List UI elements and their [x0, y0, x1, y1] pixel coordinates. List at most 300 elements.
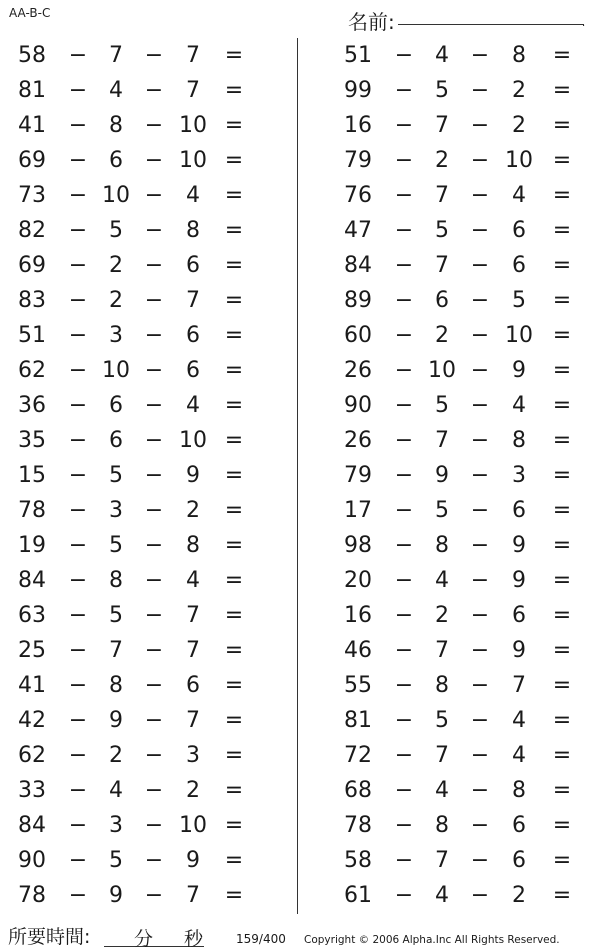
subtrahend-2: 3: [512, 463, 526, 488]
minuend: 69: [18, 148, 46, 173]
minus-sign: −: [68, 463, 88, 488]
minus-sign: −: [394, 148, 414, 173]
equals-sign: =: [552, 218, 572, 243]
equals-sign: =: [224, 113, 244, 138]
minus-sign: −: [470, 603, 490, 628]
equals-sign: =: [224, 218, 244, 243]
equals-sign: =: [224, 43, 244, 68]
minus-sign: −: [144, 358, 164, 383]
minus-sign: −: [470, 883, 490, 908]
subtrahend-1: 9: [109, 883, 123, 908]
minus-sign: −: [68, 813, 88, 838]
minus-sign: −: [144, 43, 164, 68]
minus-sign: −: [144, 778, 164, 803]
problem-row: [0, 598, 270, 633]
problem-row: [326, 528, 596, 563]
minuend: 98: [344, 533, 372, 558]
subtrahend-2: 6: [512, 253, 526, 278]
minus-sign: −: [394, 673, 414, 698]
equals-sign: =: [224, 148, 244, 173]
equals-sign: =: [224, 743, 244, 768]
minus-sign: −: [394, 78, 414, 103]
subtrahend-1: 3: [109, 323, 123, 348]
minus-sign: −: [394, 498, 414, 523]
minus-sign: −: [470, 288, 490, 313]
subtrahend-2: 4: [512, 183, 526, 208]
minus-sign: −: [394, 883, 414, 908]
subtrahend-2: 9: [186, 463, 200, 488]
equals-sign: =: [224, 603, 244, 628]
subtrahend-2: 10: [179, 113, 207, 138]
equals-sign: =: [552, 393, 572, 418]
minuend: 36: [18, 393, 46, 418]
minuend: 81: [18, 78, 46, 103]
subtrahend-1: 7: [435, 183, 449, 208]
minus-sign: −: [68, 113, 88, 138]
problem-row: [326, 73, 596, 108]
minuend: 79: [344, 463, 372, 488]
minus-sign: −: [470, 218, 490, 243]
minus-sign: −: [470, 848, 490, 873]
subtrahend-2: 6: [512, 498, 526, 523]
minus-sign: −: [144, 813, 164, 838]
subtrahend-2: 2: [512, 883, 526, 908]
minus-sign: −: [394, 183, 414, 208]
minuend: 63: [18, 603, 46, 628]
minus-sign: −: [144, 323, 164, 348]
problem-row: [326, 563, 596, 598]
minus-sign: −: [470, 43, 490, 68]
equals-sign: =: [224, 638, 244, 663]
minus-sign: −: [144, 78, 164, 103]
equals-sign: =: [224, 288, 244, 313]
problem-row: [0, 843, 270, 878]
minuend: 58: [344, 848, 372, 873]
minus-sign: −: [144, 743, 164, 768]
minus-sign: −: [394, 43, 414, 68]
problem-row: [0, 213, 270, 248]
minus-sign: −: [68, 673, 88, 698]
equals-sign: =: [224, 533, 244, 558]
subtrahend-1: 5: [109, 218, 123, 243]
problem-row: [326, 808, 596, 843]
subtrahend-2: 2: [186, 498, 200, 523]
minus-sign: −: [394, 113, 414, 138]
seconds-unit: 秒: [184, 928, 204, 950]
subtrahend-1: 8: [435, 533, 449, 558]
minus-sign: −: [144, 638, 164, 663]
minus-sign: −: [394, 708, 414, 733]
minus-sign: −: [144, 708, 164, 733]
subtrahend-2: 10: [179, 148, 207, 173]
minus-sign: −: [144, 498, 164, 523]
minus-sign: −: [394, 253, 414, 278]
minuend: 84: [18, 568, 46, 593]
problem-row: [326, 423, 596, 458]
equals-sign: =: [552, 743, 572, 768]
column-divider: [297, 38, 298, 914]
minuend: 16: [344, 113, 372, 138]
equals-sign: =: [224, 778, 244, 803]
subtrahend-1: 6: [435, 288, 449, 313]
equals-sign: =: [224, 323, 244, 348]
minus-sign: −: [470, 708, 490, 733]
minuend: 82: [18, 218, 46, 243]
minus-sign: −: [470, 113, 490, 138]
minuend: 79: [344, 148, 372, 173]
minuend: 78: [18, 498, 46, 523]
problem-row: [0, 318, 270, 353]
subtrahend-2: 10: [505, 323, 533, 348]
subtrahend-2: 7: [186, 603, 200, 628]
subtrahend-1: 7: [435, 428, 449, 453]
equals-sign: =: [552, 253, 572, 278]
subtrahend-2: 8: [512, 778, 526, 803]
subtrahend-2: 8: [512, 428, 526, 453]
right-problem-column: [326, 38, 596, 913]
subtrahend-2: 9: [512, 568, 526, 593]
subtrahend-1: 6: [109, 148, 123, 173]
minuend: 47: [344, 218, 372, 243]
problem-row: [326, 668, 596, 703]
minuend: 76: [344, 183, 372, 208]
minus-sign: −: [68, 638, 88, 663]
subtrahend-2: 6: [186, 253, 200, 278]
equals-sign: =: [224, 183, 244, 208]
equals-sign: =: [552, 148, 572, 173]
equals-sign: =: [224, 463, 244, 488]
minus-sign: −: [68, 883, 88, 908]
minus-sign: −: [68, 708, 88, 733]
subtrahend-1: 7: [109, 638, 123, 663]
problem-row: [326, 493, 596, 528]
minus-sign: −: [470, 358, 490, 383]
subtrahend-2: 6: [186, 673, 200, 698]
minus-sign: −: [68, 848, 88, 873]
minus-sign: −: [144, 673, 164, 698]
subtrahend-2: 6: [186, 358, 200, 383]
minuend: 15: [18, 463, 46, 488]
problem-row: [326, 38, 596, 73]
minus-sign: −: [144, 253, 164, 278]
minus-sign: −: [470, 183, 490, 208]
subtrahend-1: 7: [435, 113, 449, 138]
equals-sign: =: [224, 78, 244, 103]
subtrahend-2: 8: [186, 533, 200, 558]
minus-sign: −: [68, 288, 88, 313]
minus-sign: −: [144, 428, 164, 453]
equals-sign: =: [224, 253, 244, 278]
minus-sign: −: [394, 218, 414, 243]
subtrahend-2: 7: [186, 43, 200, 68]
minuend: 73: [18, 183, 46, 208]
problem-row: [326, 773, 596, 808]
problem-row: [0, 878, 270, 913]
subtrahend-2: 7: [186, 708, 200, 733]
minuend: 42: [18, 708, 46, 733]
equals-sign: =: [552, 708, 572, 733]
subtrahend-2: 6: [512, 848, 526, 873]
minus-sign: −: [394, 463, 414, 488]
minuend: 46: [344, 638, 372, 663]
equals-sign: =: [224, 498, 244, 523]
minuend: 90: [18, 848, 46, 873]
subtrahend-2: 2: [186, 778, 200, 803]
name-label: 名前:: [348, 10, 395, 34]
equals-sign: =: [552, 288, 572, 313]
equals-sign: =: [224, 883, 244, 908]
left-problem-column: [0, 38, 270, 913]
minuend: 81: [344, 708, 372, 733]
equals-sign: =: [224, 428, 244, 453]
subtrahend-2: 7: [186, 288, 200, 313]
equals-sign: =: [224, 848, 244, 873]
subtrahend-1: 3: [109, 813, 123, 838]
subtrahend-1: 8: [435, 813, 449, 838]
minus-sign: −: [144, 148, 164, 173]
problem-row: [0, 773, 270, 808]
minus-sign: −: [144, 113, 164, 138]
minus-sign: −: [470, 428, 490, 453]
subtrahend-1: 2: [109, 288, 123, 313]
minuend: 61: [344, 883, 372, 908]
subtrahend-1: 7: [435, 253, 449, 278]
minuend: 16: [344, 603, 372, 628]
subtrahend-1: 6: [109, 393, 123, 418]
equals-sign: =: [552, 638, 572, 663]
equals-sign: =: [224, 393, 244, 418]
minus-sign: −: [68, 323, 88, 348]
minus-sign: −: [68, 148, 88, 173]
minus-sign: −: [68, 393, 88, 418]
subtrahend-1: 5: [435, 78, 449, 103]
minus-sign: −: [470, 463, 490, 488]
subtrahend-2: 3: [186, 743, 200, 768]
problem-row: [326, 458, 596, 493]
minus-sign: −: [144, 568, 164, 593]
subtrahend-1: 4: [435, 43, 449, 68]
subtrahend-1: 4: [109, 778, 123, 803]
minus-sign: −: [470, 393, 490, 418]
minus-sign: −: [394, 533, 414, 558]
equals-sign: =: [552, 358, 572, 383]
subtrahend-2: 5: [512, 288, 526, 313]
problem-row: [0, 388, 270, 423]
minus-sign: −: [68, 743, 88, 768]
problem-row: [326, 633, 596, 668]
minus-sign: −: [394, 393, 414, 418]
equals-sign: =: [224, 673, 244, 698]
subtrahend-2: 8: [186, 218, 200, 243]
minus-sign: −: [144, 533, 164, 558]
problem-row: [326, 703, 596, 738]
subtrahend-1: 9: [435, 463, 449, 488]
problem-row: [326, 178, 596, 213]
minuend: 99: [344, 78, 372, 103]
minuend: 84: [344, 253, 372, 278]
minus-sign: −: [68, 358, 88, 383]
subtrahend-1: 5: [109, 848, 123, 873]
minus-sign: −: [470, 638, 490, 663]
subtrahend-1: 5: [109, 463, 123, 488]
minus-sign: −: [144, 883, 164, 908]
subtrahend-1: 5: [435, 393, 449, 418]
subtrahend-2: 7: [512, 673, 526, 698]
subtrahend-1: 8: [109, 673, 123, 698]
problem-row: [326, 108, 596, 143]
minus-sign: −: [470, 253, 490, 278]
name-line-dot: .: [582, 18, 586, 29]
minuend: 84: [18, 813, 46, 838]
subtrahend-2: 7: [186, 638, 200, 663]
minus-sign: −: [394, 778, 414, 803]
minus-sign: −: [470, 533, 490, 558]
problem-row: [326, 283, 596, 318]
minuend: 89: [344, 288, 372, 313]
minus-sign: −: [144, 848, 164, 873]
subtrahend-2: 4: [186, 183, 200, 208]
problem-row: [0, 738, 270, 773]
minuend: 26: [344, 358, 372, 383]
subtrahend-1: 8: [109, 568, 123, 593]
minuend: 41: [18, 673, 46, 698]
subtrahend-2: 4: [512, 743, 526, 768]
time-taken-label: 所要時間:: [8, 926, 91, 948]
problem-row: [0, 73, 270, 108]
minuend: 90: [344, 393, 372, 418]
problem-row: [0, 423, 270, 458]
minus-sign: −: [68, 43, 88, 68]
minus-sign: −: [470, 743, 490, 768]
subtrahend-2: 2: [512, 78, 526, 103]
minuend: 60: [344, 323, 372, 348]
minutes-unit: 分: [134, 928, 154, 950]
equals-sign: =: [552, 778, 572, 803]
minuend: 72: [344, 743, 372, 768]
problem-row: [0, 248, 270, 283]
minus-sign: −: [394, 638, 414, 663]
subtrahend-1: 10: [102, 183, 130, 208]
minuend: 78: [344, 813, 372, 838]
minus-sign: −: [394, 568, 414, 593]
minus-sign: −: [68, 778, 88, 803]
subtrahend-1: 2: [435, 603, 449, 628]
subtrahend-2: 7: [186, 883, 200, 908]
equals-sign: =: [552, 323, 572, 348]
minuend: 83: [18, 288, 46, 313]
minus-sign: −: [470, 778, 490, 803]
minuend: 20: [344, 568, 372, 593]
subtrahend-1: 7: [435, 848, 449, 873]
subtrahend-1: 7: [435, 743, 449, 768]
minus-sign: −: [394, 428, 414, 453]
subtrahend-2: 6: [512, 218, 526, 243]
equals-sign: =: [552, 603, 572, 628]
minus-sign: −: [68, 78, 88, 103]
minus-sign: −: [68, 218, 88, 243]
minus-sign: −: [394, 813, 414, 838]
problem-row: [0, 493, 270, 528]
problem-row: [326, 598, 596, 633]
equals-sign: =: [552, 568, 572, 593]
equals-sign: =: [224, 568, 244, 593]
equals-sign: =: [552, 813, 572, 838]
problem-row: [326, 353, 596, 388]
minus-sign: −: [68, 603, 88, 628]
equals-sign: =: [552, 883, 572, 908]
subtrahend-1: 2: [435, 148, 449, 173]
problem-row: [0, 143, 270, 178]
minuend: 25: [18, 638, 46, 663]
minus-sign: −: [68, 533, 88, 558]
problem-row: [326, 738, 596, 773]
minuend: 26: [344, 428, 372, 453]
problem-row: [326, 213, 596, 248]
worksheet-code: AA-B-C: [9, 6, 51, 20]
subtrahend-1: 4: [435, 778, 449, 803]
equals-sign: =: [552, 113, 572, 138]
minuend: 51: [18, 323, 46, 348]
minus-sign: −: [68, 183, 88, 208]
problem-row: [0, 528, 270, 563]
subtrahend-1: 4: [435, 883, 449, 908]
subtrahend-1: 5: [109, 533, 123, 558]
subtrahend-2: 7: [186, 78, 200, 103]
minus-sign: −: [144, 393, 164, 418]
minus-sign: −: [470, 813, 490, 838]
minus-sign: −: [144, 288, 164, 313]
subtrahend-1: 6: [109, 428, 123, 453]
subtrahend-2: 9: [512, 533, 526, 558]
problem-row: [0, 108, 270, 143]
name-blank-line[interactable]: [398, 24, 584, 25]
minuend: 78: [18, 883, 46, 908]
problem-row: [326, 843, 596, 878]
minuend: 35: [18, 428, 46, 453]
minus-sign: −: [470, 323, 490, 348]
subtrahend-2: 6: [186, 323, 200, 348]
minus-sign: −: [394, 603, 414, 628]
minuend: 69: [18, 253, 46, 278]
minus-sign: −: [144, 218, 164, 243]
minuend: 33: [18, 778, 46, 803]
subtrahend-1: 5: [435, 218, 449, 243]
minuend: 19: [18, 533, 46, 558]
minus-sign: −: [470, 498, 490, 523]
subtrahend-1: 2: [435, 323, 449, 348]
equals-sign: =: [224, 813, 244, 838]
equals-sign: =: [552, 428, 572, 453]
subtrahend-1: 4: [435, 568, 449, 593]
equals-sign: =: [552, 183, 572, 208]
subtrahend-2: 4: [186, 393, 200, 418]
minuend: 62: [18, 743, 46, 768]
subtrahend-2: 4: [512, 393, 526, 418]
minus-sign: −: [144, 463, 164, 488]
subtrahend-1: 5: [109, 603, 123, 628]
equals-sign: =: [552, 463, 572, 488]
minus-sign: −: [68, 428, 88, 453]
minus-sign: −: [470, 568, 490, 593]
minuend: 55: [344, 673, 372, 698]
subtrahend-2: 4: [186, 568, 200, 593]
copyright-notice: Copyright © 2006 Alpha.Inc All Rights Reserved.: [304, 934, 560, 946]
problem-row: [0, 283, 270, 318]
subtrahend-1: 10: [102, 358, 130, 383]
minuend: 68: [344, 778, 372, 803]
problem-row: [0, 38, 270, 73]
problem-row: [0, 633, 270, 668]
